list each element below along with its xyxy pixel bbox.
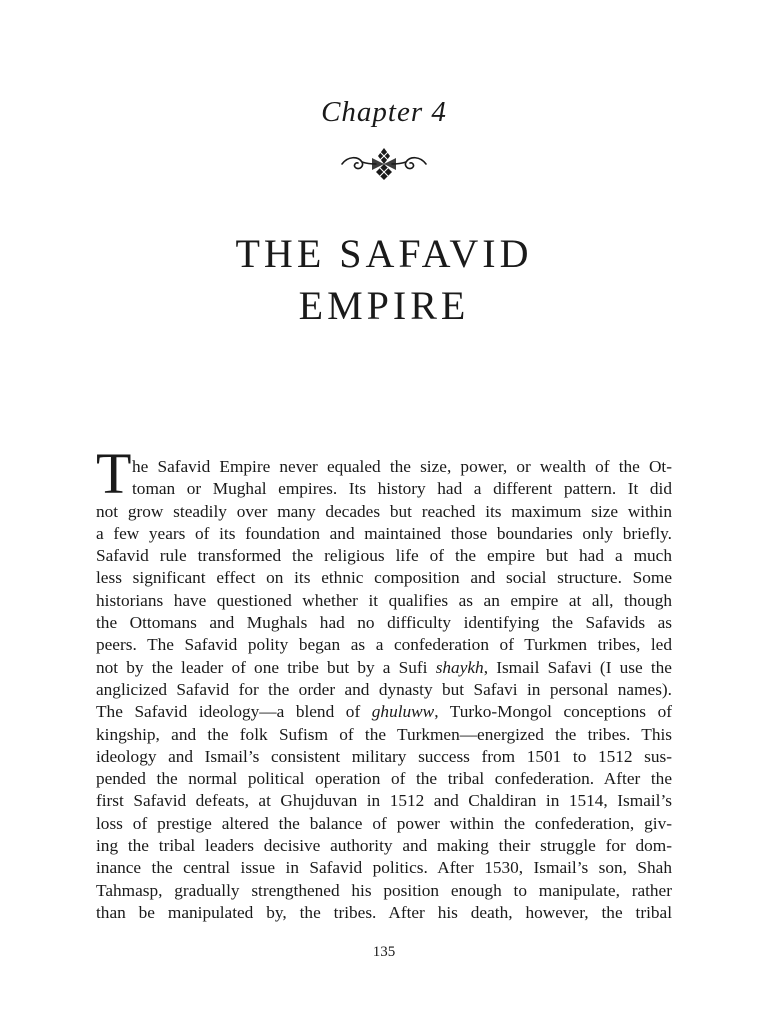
fleuron-ornament-icon: [338, 144, 430, 184]
text-line: than be manipulated by, the tribes. After his death, however, the tribal: [96, 902, 672, 922]
text-segment: The Safavid ideology—a blend of: [96, 702, 372, 722]
chapter-title-line-2: EMPIRE: [298, 283, 470, 328]
text-line: ing the tribal leaders decisive authority and making their struggle for dom-: [96, 836, 672, 856]
italic-term: shaykh: [435, 657, 484, 677]
text-line: peers. The Safavid polity began as a confederation of Turkmen tribes, led: [96, 635, 672, 655]
text-segment: , Ismail Safavi (I use the: [483, 657, 672, 677]
text-line: inance the central issue in Safavid politics. After 1530, Ismail’s son, Shah: [96, 858, 672, 878]
text-line: less significant effect on its ethnic composition and social structure. Some: [96, 568, 672, 588]
body-paragraph: [96, 456, 672, 924]
page-number: 135: [372, 944, 396, 960]
text-line: loss of prestige altered the balance of power within the confederation, giv-: [96, 813, 672, 833]
chapter-label: Chapter 4: [321, 96, 447, 128]
text-line: pended the normal political operation of the tribal confederation. After the: [96, 769, 672, 789]
text-line: [96, 657, 672, 679]
text-segment: not by the leader of one tribe but by a Sufi: [96, 657, 436, 677]
text-line: [96, 701, 672, 723]
text-line: first Safavid defeats, at Ghujduvan in 1512 and Chaldiran in 1514, Ismail’s: [96, 791, 672, 811]
text-line: Safavid rule transformed the religious life of the empire but had a much: [96, 546, 672, 566]
text-segment: , Turko-Mongol conceptions of: [434, 702, 672, 722]
drop-cap: T: [96, 441, 132, 506]
text-line: Tahmasp, gradually strengthened his position enough to manipulate, rather: [96, 880, 672, 900]
chapter-title-line-1: THE SAFAVID: [235, 231, 533, 276]
text-line: he Safavid Empire never equaled the size, power, or wealth of the Ot-: [132, 457, 672, 476]
text-line: historians have questioned whether it qualifies as an empire at all, though: [96, 590, 672, 610]
text-line: ideology and Ismail’s consistent military success from 1501 to 1512 sus-: [96, 746, 672, 766]
chapter-title: [0, 228, 768, 332]
text-line: kingship, and the folk Sufism of the Turkmen—energized the tribes. This: [96, 724, 672, 744]
text-line: not grow steadily over many decades but reached its maximum size within: [96, 501, 672, 521]
text-line: toman or Mughal empires. Its history had a different pattern. It did: [132, 479, 672, 499]
text-line: anglicized Safavid for the order and dynasty but Safavi in personal names).: [96, 679, 672, 699]
text-line: the Ottomans and Mughals had no difficulty identifying the Safavids as: [96, 613, 672, 633]
italic-term: ghuluww: [371, 702, 435, 722]
text-line: a few years of its foundation and maintained those boundaries only briefly.: [96, 523, 672, 543]
